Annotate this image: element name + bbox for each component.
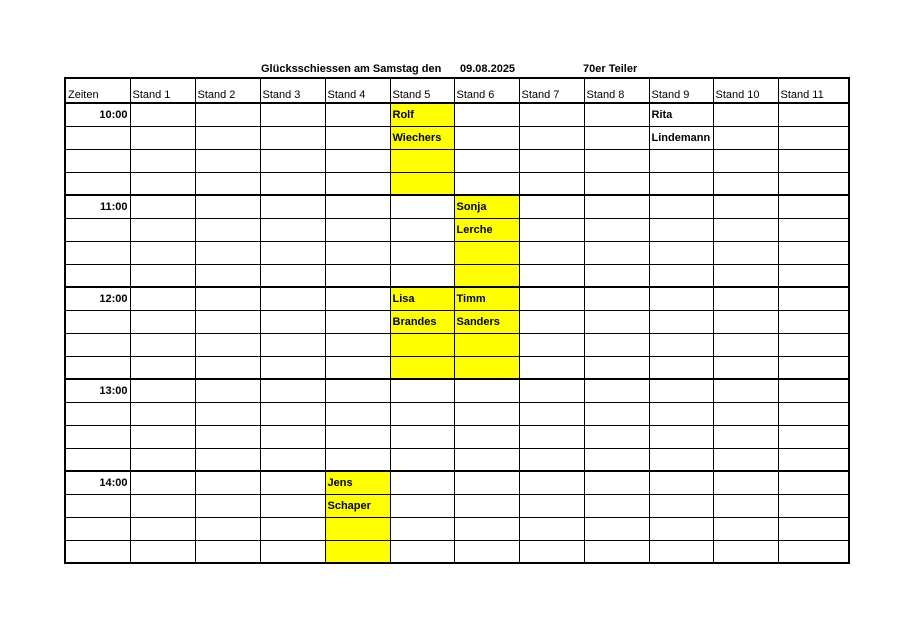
time-cell: 11:00 (65, 195, 130, 218)
schedule-cell (390, 333, 454, 356)
schedule-cell: Lisa (390, 287, 454, 310)
schedule-cell (454, 103, 519, 126)
schedule-cell: Jens (325, 471, 390, 494)
schedule-cell (778, 218, 849, 241)
table-row (65, 517, 849, 540)
schedule-cell (519, 333, 584, 356)
time-cell (65, 310, 130, 333)
schedule-cell (584, 471, 649, 494)
schedule-cell (584, 333, 649, 356)
schedule-cell (649, 356, 713, 379)
schedule-cell (260, 402, 325, 425)
schedule-cell (390, 517, 454, 540)
table-row (65, 540, 849, 563)
schedule-cell (584, 103, 649, 126)
schedule-cell (390, 448, 454, 471)
schedule-cell (130, 149, 195, 172)
schedule-cell (519, 149, 584, 172)
table-row (65, 172, 849, 195)
schedule-cell (713, 264, 778, 287)
time-cell (65, 149, 130, 172)
schedule-cell (195, 356, 260, 379)
schedule-cell: Lindemann (649, 126, 713, 149)
schedule-cell (584, 517, 649, 540)
schedule-cell (130, 195, 195, 218)
schedule-cell (390, 425, 454, 448)
time-cell (65, 333, 130, 356)
schedule-cell (325, 517, 390, 540)
table-row (65, 471, 849, 494)
schedule-cell (130, 287, 195, 310)
column-header-zeiten: Zeiten (65, 78, 130, 103)
schedule-cell (649, 218, 713, 241)
schedule-cell: Rita (649, 103, 713, 126)
schedule-cell (130, 494, 195, 517)
column-header-stand-5: Stand 5 (390, 78, 454, 103)
schedule-cell (584, 287, 649, 310)
schedule-cell: Sanders (454, 310, 519, 333)
schedule-cell (519, 126, 584, 149)
time-cell (65, 517, 130, 540)
time-cell (65, 356, 130, 379)
schedule-cell: Schaper (325, 494, 390, 517)
column-header-stand-9: Stand 9 (649, 78, 713, 103)
schedule-cell (778, 356, 849, 379)
schedule-cell (195, 471, 260, 494)
schedule-cell (713, 103, 778, 126)
schedule-cell (195, 172, 260, 195)
schedule-cell (649, 540, 713, 563)
schedule-cell (519, 103, 584, 126)
schedule-cell (649, 425, 713, 448)
schedule-cell: Lerche (454, 218, 519, 241)
schedule-cell (130, 103, 195, 126)
table-row (65, 195, 849, 218)
schedule-cell (584, 448, 649, 471)
schedule-cell (519, 448, 584, 471)
time-cell (65, 540, 130, 563)
schedule-cell (713, 195, 778, 218)
schedule-cell (778, 379, 849, 402)
page-title: Glücksschiessen am Samstag den (261, 63, 442, 75)
schedule-cell (584, 310, 649, 333)
time-cell (65, 126, 130, 149)
schedule-cell (390, 172, 454, 195)
schedule-cell (454, 241, 519, 264)
table-row (65, 241, 849, 264)
schedule-cell (260, 517, 325, 540)
schedule-cell (713, 517, 778, 540)
schedule-cell (519, 310, 584, 333)
schedule-cell (325, 126, 390, 149)
schedule-cell (260, 379, 325, 402)
time-cell: 13:00 (65, 379, 130, 402)
schedule-cell (519, 425, 584, 448)
schedule-cell: Brandes (390, 310, 454, 333)
schedule-cell (325, 149, 390, 172)
schedule-cell (778, 264, 849, 287)
schedule-cell (713, 333, 778, 356)
schedule-cell (195, 333, 260, 356)
schedule-cell (713, 425, 778, 448)
schedule-cell (390, 356, 454, 379)
schedule-cell (130, 172, 195, 195)
schedule-cell (649, 333, 713, 356)
schedule-cell (454, 172, 519, 195)
schedule-cell (130, 379, 195, 402)
schedule-cell (325, 356, 390, 379)
schedule-cell (649, 310, 713, 333)
schedule-cell (325, 425, 390, 448)
schedule-cell (713, 402, 778, 425)
schedule-cell (454, 379, 519, 402)
schedule-cell (325, 379, 390, 402)
schedule-cell (260, 195, 325, 218)
schedule-cell (713, 126, 778, 149)
schedule-cell (778, 448, 849, 471)
schedule-cell (519, 356, 584, 379)
schedule-cell (454, 149, 519, 172)
schedule-cell: Timm (454, 287, 519, 310)
time-cell: 12:00 (65, 287, 130, 310)
schedule-cell (130, 241, 195, 264)
schedule-cell (390, 218, 454, 241)
schedule-cell (390, 471, 454, 494)
schedule-cell: Sonja (454, 195, 519, 218)
schedule-cell (260, 448, 325, 471)
schedule-cell (195, 218, 260, 241)
schedule-cell (649, 471, 713, 494)
schedule-cell (325, 287, 390, 310)
schedule-cell: Rolf (390, 103, 454, 126)
table-row (65, 448, 849, 471)
schedule-cell (130, 356, 195, 379)
schedule-cell (649, 264, 713, 287)
schedule-cell (584, 494, 649, 517)
schedule-cell (195, 448, 260, 471)
schedule-cell (454, 356, 519, 379)
schedule-cell (584, 149, 649, 172)
schedule-cell (454, 425, 519, 448)
schedule-cell (195, 287, 260, 310)
schedule-cell (130, 126, 195, 149)
schedule-cell (778, 195, 849, 218)
schedule-cell (649, 494, 713, 517)
table-row (65, 379, 849, 402)
schedule-cell (260, 540, 325, 563)
schedule-cell (260, 218, 325, 241)
schedule-cell (260, 356, 325, 379)
schedule-cell (130, 333, 195, 356)
column-header-stand-6: Stand 6 (454, 78, 519, 103)
header-row (65, 78, 849, 103)
schedule-cell (325, 241, 390, 264)
schedule-cell (260, 494, 325, 517)
schedule-cell (519, 494, 584, 517)
schedule-cell (260, 149, 325, 172)
schedule-cell (584, 195, 649, 218)
schedule-cell (584, 264, 649, 287)
time-cell (65, 218, 130, 241)
schedule-cell (130, 218, 195, 241)
column-header-stand-7: Stand 7 (519, 78, 584, 103)
schedule-cell (195, 310, 260, 333)
schedule-cell (649, 402, 713, 425)
schedule-cell (195, 379, 260, 402)
schedule-cell (649, 517, 713, 540)
schedule-cell (778, 471, 849, 494)
schedule-cell (325, 103, 390, 126)
schedule-cell (130, 471, 195, 494)
table-row (65, 356, 849, 379)
table-row (65, 402, 849, 425)
schedule-cell (390, 402, 454, 425)
schedule-cell (519, 264, 584, 287)
schedule-cell (649, 149, 713, 172)
schedule-cell (130, 540, 195, 563)
schedule-table (64, 77, 850, 564)
table-row (65, 126, 849, 149)
schedule-cell (649, 379, 713, 402)
schedule-cell (519, 402, 584, 425)
table-row (65, 494, 849, 517)
schedule-cell (325, 264, 390, 287)
schedule-cell (195, 402, 260, 425)
schedule-cell (260, 333, 325, 356)
column-header-stand-3: Stand 3 (260, 78, 325, 103)
schedule-cell (713, 471, 778, 494)
schedule-cell (454, 540, 519, 563)
schedule-cell (584, 379, 649, 402)
time-cell (65, 494, 130, 517)
schedule-cell (325, 310, 390, 333)
schedule-cell (713, 494, 778, 517)
schedule-cell (390, 494, 454, 517)
schedule-cell (454, 448, 519, 471)
schedule-cell (713, 310, 778, 333)
column-header-stand-2: Stand 2 (195, 78, 260, 103)
schedule-cell (778, 172, 849, 195)
schedule-cell (195, 494, 260, 517)
schedule-cell (130, 310, 195, 333)
schedule-cell (454, 494, 519, 517)
column-header-stand-11: Stand 11 (778, 78, 849, 103)
schedule-cell (454, 471, 519, 494)
column-header-stand-10: Stand 10 (713, 78, 778, 103)
schedule-cell (778, 287, 849, 310)
schedule-cell (325, 540, 390, 563)
schedule-cell (130, 425, 195, 448)
schedule-cell (195, 103, 260, 126)
time-cell: 14:00 (65, 471, 130, 494)
schedule-cell (130, 448, 195, 471)
schedule-cell (390, 241, 454, 264)
schedule-cell (130, 517, 195, 540)
schedule-cell (713, 356, 778, 379)
schedule-cell (713, 218, 778, 241)
schedule-cell (778, 540, 849, 563)
column-header-stand-8: Stand 8 (584, 78, 649, 103)
schedule-cell (584, 540, 649, 563)
schedule-cell (260, 172, 325, 195)
schedule-cell (778, 241, 849, 264)
schedule-cell (260, 471, 325, 494)
schedule-cell (778, 126, 849, 149)
schedule-cell (390, 540, 454, 563)
schedule-cell (649, 241, 713, 264)
table-row (65, 287, 849, 310)
schedule-cell (195, 264, 260, 287)
schedule-cell (584, 241, 649, 264)
schedule-cell (325, 218, 390, 241)
schedule-cell (713, 379, 778, 402)
schedule-cell (195, 195, 260, 218)
column-header-stand-1: Stand 1 (130, 78, 195, 103)
schedule-cell (649, 448, 713, 471)
schedule-cell (325, 195, 390, 218)
schedule-cell (454, 517, 519, 540)
table-row (65, 310, 849, 333)
table-row (65, 333, 849, 356)
table-row (65, 149, 849, 172)
schedule-cell (130, 402, 195, 425)
schedule-cell (325, 448, 390, 471)
schedule-cell (778, 333, 849, 356)
schedule-cell (584, 218, 649, 241)
schedule-cell (778, 310, 849, 333)
time-cell: 10:00 (65, 103, 130, 126)
schedule-cell (519, 379, 584, 402)
schedule-cell (649, 172, 713, 195)
schedule-cell (260, 287, 325, 310)
time-cell (65, 172, 130, 195)
schedule-cell (584, 425, 649, 448)
table-row (65, 103, 849, 126)
time-cell (65, 425, 130, 448)
schedule-cell (713, 172, 778, 195)
schedule-cell (519, 287, 584, 310)
table-row (65, 218, 849, 241)
schedule-cell (195, 149, 260, 172)
schedule-cell (713, 287, 778, 310)
table-row (65, 425, 849, 448)
schedule-cell (649, 195, 713, 218)
schedule-cell (519, 241, 584, 264)
schedule-cell (195, 517, 260, 540)
schedule-cell (454, 264, 519, 287)
schedule-cell (260, 103, 325, 126)
schedule-cell: Wiechers (390, 126, 454, 149)
time-cell (65, 448, 130, 471)
schedule-cell (390, 379, 454, 402)
schedule-cell (325, 172, 390, 195)
schedule-cell (260, 310, 325, 333)
schedule-cell (195, 126, 260, 149)
time-cell (65, 241, 130, 264)
schedule-cell (325, 333, 390, 356)
schedule-cell (390, 264, 454, 287)
schedule-cell (519, 540, 584, 563)
schedule-cell (584, 402, 649, 425)
schedule-cell (778, 149, 849, 172)
schedule-cell (713, 448, 778, 471)
schedule-cell (778, 517, 849, 540)
schedule-cell (130, 264, 195, 287)
table-row (65, 264, 849, 287)
column-header-stand-4: Stand 4 (325, 78, 390, 103)
schedule-cell (260, 126, 325, 149)
schedule-cell (390, 195, 454, 218)
schedule-cell (519, 218, 584, 241)
time-cell (65, 402, 130, 425)
schedule-cell (778, 425, 849, 448)
schedule-cell (325, 402, 390, 425)
schedule-cell (260, 425, 325, 448)
schedule-cell (195, 425, 260, 448)
schedule-cell (519, 471, 584, 494)
page-subtitle: 70er Teiler (583, 63, 638, 75)
time-cell (65, 264, 130, 287)
schedule-cell (519, 517, 584, 540)
event-date: 09.08.2025 (460, 63, 516, 75)
schedule-cell (390, 149, 454, 172)
schedule-cell (713, 241, 778, 264)
schedule-cell (454, 126, 519, 149)
schedule-cell (454, 333, 519, 356)
schedule-cell (713, 540, 778, 563)
schedule-cell (649, 287, 713, 310)
schedule-cell (778, 103, 849, 126)
schedule-cell (519, 195, 584, 218)
schedule-cell (260, 241, 325, 264)
schedule-cell (195, 540, 260, 563)
schedule-cell (519, 172, 584, 195)
schedule-cell (778, 402, 849, 425)
schedule-cell (584, 126, 649, 149)
schedule-cell (713, 149, 778, 172)
schedule-cell (260, 264, 325, 287)
schedule-cell (584, 172, 649, 195)
schedule-cell (454, 402, 519, 425)
schedule-cell (778, 494, 849, 517)
schedule-cell (584, 356, 649, 379)
schedule-cell (195, 241, 260, 264)
